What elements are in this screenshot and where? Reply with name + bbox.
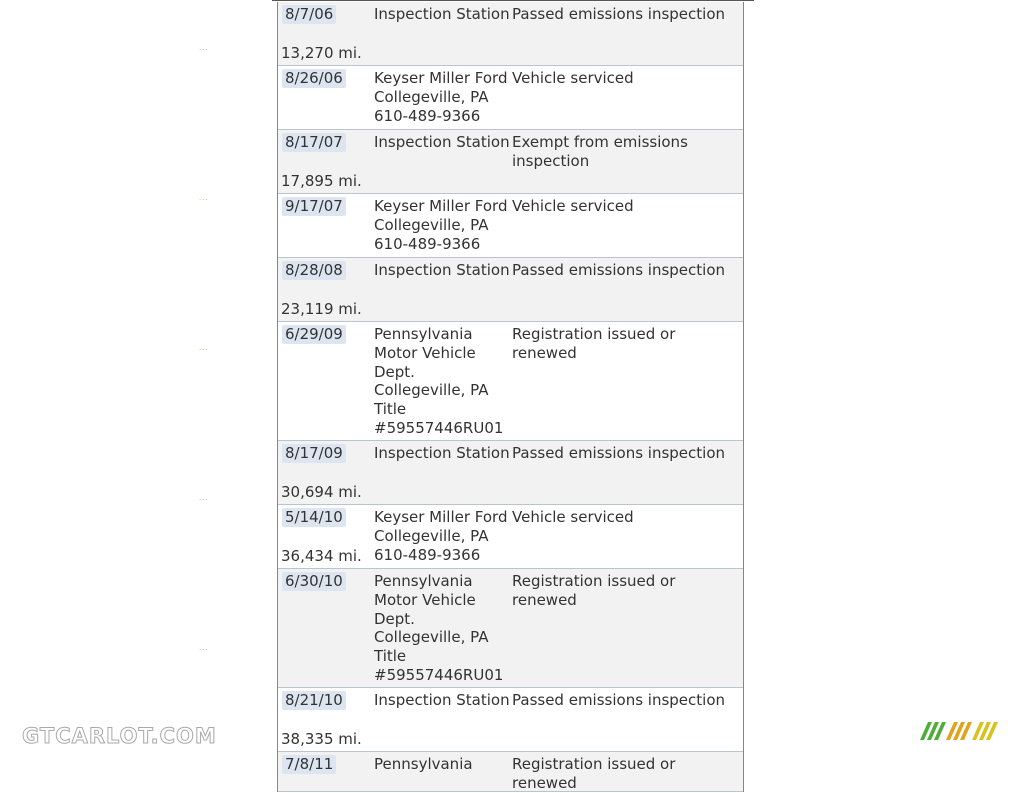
entry-detail: Vehicle serviced (512, 197, 634, 215)
ellipsis-marker: ··· (199, 196, 209, 204)
ellipsis-marker: ··· (199, 646, 209, 654)
ellipsis-marker: ··· (199, 46, 209, 54)
history-row (278, 258, 743, 322)
source-line: Collegeville, PA (374, 628, 489, 647)
source-line: Motor Vehicle (374, 343, 476, 362)
source-line: Pennsylvania (374, 572, 473, 590)
entry-source (374, 508, 508, 564)
entry-detail: Registration issued or renewed (512, 325, 676, 362)
source-line: Collegeville, PA (374, 381, 489, 400)
source-line: Inspection Station (374, 133, 510, 151)
source-line: 610-489-9366 (374, 106, 481, 125)
entry-source (374, 755, 508, 774)
vehicle-history-table (277, 2, 744, 792)
history-row (278, 688, 743, 752)
source-line: Pennsylvania (374, 755, 473, 773)
entry-source (374, 325, 508, 438)
entry-mileage: 38,335 mi. (281, 730, 362, 749)
history-row (278, 752, 743, 792)
entry-date: 8/26/06 (282, 69, 346, 88)
entry-source (374, 261, 508, 280)
entry-detail: Vehicle serviced (512, 508, 634, 526)
entry-source (374, 444, 508, 463)
source-line: Motor Vehicle (374, 590, 476, 609)
watermark-logo-icon (920, 720, 998, 742)
entry-date: 6/29/09 (282, 325, 346, 344)
entry-date: 8/17/09 (282, 444, 346, 463)
entry-date: 8/17/07 (282, 133, 346, 152)
entry-date: 7/8/11 (282, 755, 336, 774)
entry-mileage: 30,694 mi. (281, 483, 362, 502)
history-row (278, 322, 743, 441)
history-row (278, 2, 743, 66)
entry-detail: Vehicle serviced (512, 69, 634, 87)
source-line: Collegeville, PA (374, 526, 489, 545)
source-line: 610-489-9366 (374, 234, 481, 253)
entry-detail: Registration issued or renewed (512, 572, 676, 609)
entry-mileage: 17,895 mi. (281, 172, 362, 191)
entry-mileage: 36,434 mi. (281, 547, 362, 566)
history-row (278, 194, 743, 258)
entry-mileage: 13,270 mi. (281, 44, 362, 63)
source-line: Title (374, 400, 407, 419)
entry-date: 6/30/10 (282, 572, 346, 591)
entry-detail: Passed emissions inspection (512, 444, 726, 462)
history-row (278, 130, 743, 194)
entry-source (374, 5, 508, 24)
entry-mileage: 23,119 mi. (281, 300, 362, 319)
history-row (278, 66, 743, 130)
entry-detail: Passed emissions inspection (512, 261, 726, 279)
source-line: 610-489-9366 (374, 545, 481, 564)
entry-source (374, 691, 508, 710)
entry-source (374, 133, 508, 152)
source-line: Inspection Station (374, 261, 510, 279)
entry-source (374, 69, 508, 125)
top-rule (272, 0, 754, 1)
entry-detail: Exempt from emissions inspection (512, 133, 688, 170)
history-row (278, 441, 743, 505)
history-row (278, 569, 743, 688)
source-line: Pennsylvania (374, 325, 473, 343)
source-line: Inspection Station (374, 5, 510, 23)
source-line: Title (374, 647, 407, 666)
source-line: Inspection Station (374, 444, 510, 462)
source-line: #59557446RU01 (374, 665, 504, 684)
entry-detail: Passed emissions inspection (512, 691, 726, 709)
entry-date: 9/17/07 (282, 197, 346, 216)
source-line: Inspection Station (374, 691, 510, 709)
ellipsis-marker: ··· (199, 496, 209, 504)
entry-detail: Registration issued or renewed (512, 755, 676, 792)
watermark-text: GTCARLOT.COM (22, 724, 217, 748)
source-line: Dept. (374, 362, 415, 381)
entry-date: 5/14/10 (282, 508, 346, 527)
entry-date: 8/21/10 (282, 691, 346, 710)
source-line: Keyser Miller Ford (374, 69, 508, 87)
entry-date: 8/7/06 (282, 5, 336, 24)
source-line: Keyser Miller Ford (374, 508, 508, 526)
source-line: Dept. (374, 609, 415, 628)
ellipsis-marker: ··· (199, 346, 209, 354)
source-line: #59557446RU01 (374, 418, 504, 437)
entry-source (374, 197, 508, 253)
entry-source (374, 572, 508, 685)
entry-date: 8/28/08 (282, 261, 346, 280)
history-row (278, 505, 743, 569)
source-line: Keyser Miller Ford (374, 197, 508, 215)
entry-detail: Passed emissions inspection (512, 5, 726, 23)
source-line: Collegeville, PA (374, 87, 489, 106)
source-line: Collegeville, PA (374, 215, 489, 234)
